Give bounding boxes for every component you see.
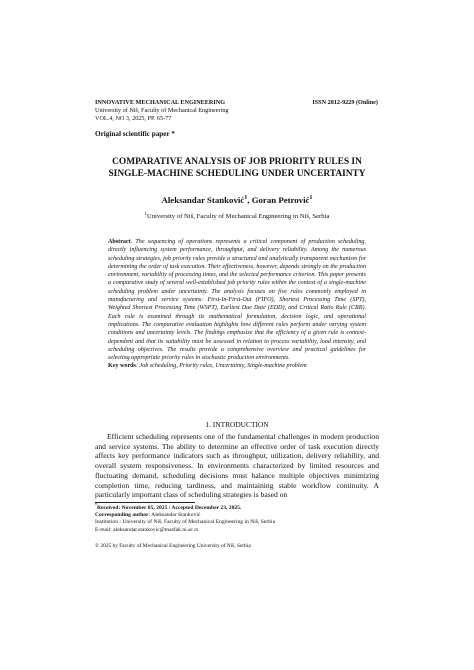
abstract-label: Abstract (108, 239, 131, 245)
author-2-sup: 1 (309, 195, 313, 202)
section-heading: 1. INTRODUCTION (205, 420, 269, 429)
keywords (108, 363, 366, 369)
paper-type: Original scientific paper * (95, 130, 175, 138)
corresponding-label: Corresponding author (95, 512, 149, 519)
journal-university: University of Niš, Faculty of Mechanical Engineering (95, 107, 229, 115)
corresponding-name: : Aleksandar Stanković (148, 512, 201, 519)
affiliation (95, 213, 379, 220)
authors (95, 195, 379, 205)
received-sup: * (95, 503, 97, 508)
journal-volume: VOL.4, NO 3, 2025, PP. 65-77 (95, 115, 172, 123)
paper-title (95, 157, 379, 180)
footnote (95, 505, 379, 534)
author-2: Goran Petrović (251, 195, 310, 205)
affiliation-text: University of Niš, Faculty of Mechanical Engineering in Niš, Serbia (146, 213, 330, 220)
email: E-mail: aleksandar.stankovic@masfak.ni.ac.rs (95, 526, 199, 533)
copyright: © 2025 by Faculty of Mechanical Engineering University of Niš, Serbia (95, 543, 251, 549)
title-line-2: SINGLE-MACHINE SCHEDULING UNDER UNCERTAINTY (108, 168, 366, 179)
keywords-label: Key words (108, 363, 136, 369)
journal-name: INNOVATIVE MECHANICAL ENGINEERING (95, 99, 226, 106)
author-1-sup: 1 (244, 195, 248, 202)
keywords-text: : Job scheduling, Priority rules, Uncertainty, Single-machine problem (135, 363, 307, 369)
footnote-divider (95, 502, 195, 503)
received-text: Received: November 05, 2025 / Accepted December 23, 2025. (96, 505, 242, 511)
institution: Institution : University of Niš, Faculty of Mechanical Engineering in Niš, Serbia (95, 519, 276, 526)
issn: ISSN 2812-9229 (Online) (312, 99, 378, 106)
author-1: Aleksandar Stanković (161, 195, 245, 205)
intro-paragraph: Efficient scheduling represents one of the fundamental challenges in modern production and service systems. The ability to determine an effective order of task execution directly affects key performance indicators such as throughput, utilization, delivery reliability, and overall system responsiveness. In environments characterized by limited resources and fluctuating demand, scheduling decisions must balance multiple objectives minimizing completion time, reducing tardiness, and maintaining stable workflow continuity. A particularly important class of scheduling strategies is based on (95, 432, 379, 500)
author-separator: , (247, 195, 252, 205)
abstract-text: . The sequencing of operations represents a critical component of production scheduling, directly influencing system performance, throughput, and delivery reliability. Among the numerous scheduling strategies, job priority rules provide a structured and analytically transparent mechanism for determining the order of task execution. Their effectiveness, however, depends strongly on the production environment, variability of processing times, and the selected performance criterion. This paper presents a comparative study of several well-established job priority rules within the context of a single-machine scheduling problem under uncertainty. The analysis focuses on five rules commonly employed in manufacturing and service systems: First-In-First-Out (FIFO), Shortest Processing Time (SPT), Weighted Shortest Processing Time (WSPT), Earliest Due Date (EDD), and Critical Ratio Rule (CRR). Each rule is examined through its mathematical formulation, decision logic, and operational implications. The comparative evaluation highlights how different rules perform under varying system conditions and uncertainty levels. The findings emphasize that the efficiency of a given rule is context-dependent and that its suitability must be assessed in relation to process variability, load intensity, and scheduling objectives. The results provide a comprehensive overview and practical guidelines for selecting appropriate priority rules in stochastic production environments. (108, 239, 366, 362)
journal-header (95, 99, 229, 124)
affiliation-sup: 1 (144, 211, 147, 217)
received-dates (95, 505, 379, 512)
abstract (108, 238, 366, 362)
title-line-1: COMPARATIVE ANALYSIS OF JOB PRIORITY RULES IN (112, 157, 362, 167)
